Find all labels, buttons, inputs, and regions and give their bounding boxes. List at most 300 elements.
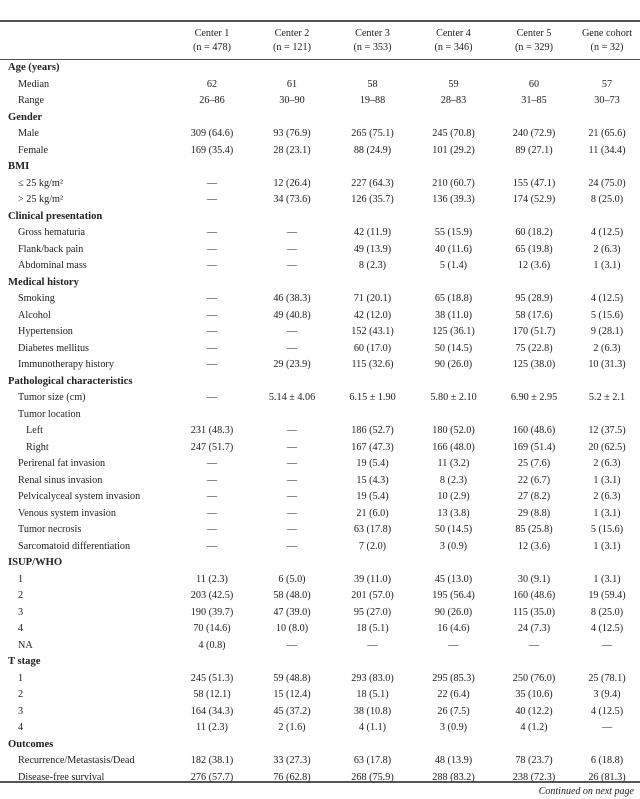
- table-cell: —: [286, 243, 298, 255]
- table-cell: 155 (47.1): [512, 177, 556, 189]
- table-cell: 160 (48.6): [512, 590, 556, 601]
- table-cell: 238 (72.3): [512, 771, 556, 783]
- table-cell: 174 (52.9): [512, 194, 556, 205]
- row-label: Female: [18, 144, 48, 156]
- table-cell: 169 (35.4): [190, 144, 234, 156]
- table-cell: 12 (37.5): [588, 425, 626, 436]
- table-cell: 21 (65.6): [588, 128, 626, 139]
- table-cell: [332, 110, 413, 127]
- row-label: 3: [18, 705, 24, 717]
- table-cell: —: [206, 194, 218, 205]
- table-row: [0, 291, 640, 308]
- table-cell: 160 (48.6): [512, 425, 556, 436]
- table-cell: 40 (12.2): [515, 705, 553, 717]
- table-cell: 8 (2.3): [358, 260, 387, 271]
- table-cell: 63 (17.8): [353, 524, 392, 535]
- table-cell: 3 (0.9): [439, 722, 468, 733]
- column-n: (n = 353): [353, 42, 392, 53]
- table-cell: 11 (2.3): [196, 722, 228, 733]
- table-cell: 48 (13.9): [434, 755, 473, 766]
- table-cell: 78 (23.7): [515, 755, 553, 766]
- table-cell: 169 (51.4): [512, 441, 556, 453]
- table-row: [0, 638, 640, 655]
- table-cell: 30–73: [594, 95, 620, 106]
- row-label: 2: [18, 590, 24, 601]
- table-cell: [413, 60, 494, 77]
- table-cell: 19 (5.4): [356, 491, 389, 502]
- table-cell: 85 (25.8): [515, 524, 553, 535]
- table-cell: 26 (7.5): [437, 705, 470, 717]
- table-cell: 3 (9.4): [593, 689, 621, 700]
- column-header: [252, 22, 332, 60]
- section-row: [0, 209, 640, 226]
- table-cell: 245 (51.3): [190, 672, 234, 684]
- table-cell: 2 (6.3): [593, 491, 621, 502]
- table-cell: 8 (25.0): [590, 606, 624, 618]
- table-cell: —: [206, 540, 218, 552]
- table-cell: [172, 555, 252, 572]
- table-cell: 164 (34.3): [190, 705, 234, 717]
- table-row: [0, 407, 640, 424]
- table-cell: 203 (42.5): [190, 590, 234, 601]
- table-cell: [172, 209, 252, 226]
- table-row: [0, 506, 640, 523]
- table-cell: 186 (52.7): [351, 425, 394, 436]
- table-cell: 16 (4.6): [437, 623, 470, 634]
- table-row: [0, 572, 640, 589]
- table-cell: [574, 555, 640, 572]
- table-cell: 28 (23.1): [273, 144, 311, 156]
- table-cell: 60 (17.0): [353, 342, 392, 354]
- table-cell: 19 (5.4): [356, 458, 389, 469]
- table-cell: —: [286, 425, 298, 436]
- table-cell: [574, 407, 640, 424]
- table-cell: 58: [367, 78, 378, 90]
- table-cell: 293 (83.0): [351, 672, 394, 684]
- table-cell: 18 (5.1): [356, 623, 389, 634]
- table-cell: 1 (3.1): [593, 507, 621, 519]
- table-cell: [413, 654, 494, 671]
- table-cell: 8 (25.0): [590, 194, 624, 205]
- row-label: 4: [18, 623, 24, 634]
- section-row: [0, 60, 640, 77]
- table-cell: 6.90 ± 2.95: [510, 392, 558, 403]
- table-cell: 13 (3.8): [437, 507, 470, 519]
- table-cell: —: [286, 524, 298, 535]
- table-cell: —: [601, 639, 613, 651]
- row-label: Renal sinus invasion: [18, 474, 103, 486]
- column-name: Center 5: [516, 28, 552, 39]
- table-row: [0, 258, 640, 275]
- row-label: Tumor size (cm): [18, 392, 86, 403]
- table-row: [0, 753, 640, 770]
- column-name: Gene cohort: [581, 28, 633, 39]
- table-cell: 4 (12.5): [590, 705, 624, 717]
- table-cell: —: [286, 639, 298, 651]
- table-cell: [172, 60, 252, 77]
- table-cell: 61: [286, 78, 298, 90]
- section-row: [0, 374, 640, 391]
- column-header: [494, 22, 574, 60]
- table-cell: [172, 407, 252, 424]
- table-cell: 47 (39.0): [273, 606, 311, 618]
- table-cell: 167 (47.3): [351, 441, 394, 453]
- table-cell: [252, 407, 332, 424]
- table-row: [0, 357, 640, 374]
- table-cell: [413, 110, 494, 127]
- row-label: Perirenal fat invasion: [18, 458, 106, 469]
- table-cell: 25 (78.1): [588, 672, 626, 684]
- table-row: [0, 176, 640, 193]
- table-cell: 4 (12.5): [590, 227, 624, 238]
- section-label: Outcomes: [8, 738, 54, 750]
- table-cell: [413, 159, 494, 176]
- table-cell: 2 (6.3): [593, 243, 621, 255]
- table-cell: 101 (29.2): [432, 144, 475, 156]
- table-cell: 5.80 ± 2.10: [430, 392, 477, 403]
- table-cell: 152 (43.1): [351, 326, 394, 337]
- section-row: [0, 110, 640, 127]
- table-cell: [332, 654, 413, 671]
- table-cell: —: [206, 474, 218, 486]
- table-cell: [494, 60, 574, 77]
- table-cell: [252, 275, 332, 292]
- table-cell: 50 (14.5): [434, 342, 473, 354]
- section-row: [0, 159, 640, 176]
- table-cell: 11 (2.3): [196, 573, 228, 585]
- column-name: Center 2: [274, 28, 310, 39]
- row-label: Recurrence/Metastasis/Dead: [18, 755, 135, 766]
- column-name: Center 1: [194, 28, 230, 39]
- table-cell: [494, 110, 574, 127]
- table-cell: [574, 275, 640, 292]
- table-cell: —: [206, 293, 218, 304]
- table-cell: 182 (38.1): [190, 755, 234, 766]
- table-cell: [413, 374, 494, 391]
- table-cell: 295 (85.3): [432, 672, 475, 684]
- table-cell: 245 (70.8): [432, 128, 475, 139]
- column-name: Center 4: [436, 28, 471, 39]
- table-cell: 49 (40.8): [273, 309, 311, 321]
- table-row: [0, 539, 640, 556]
- table-cell: —: [206, 359, 218, 370]
- row-label: NA: [18, 639, 33, 651]
- table-cell: 58 (12.1): [193, 689, 231, 700]
- table-cell: [494, 555, 574, 572]
- table-cell: [172, 159, 252, 176]
- table-cell: 4 (1.1): [358, 722, 387, 733]
- table-cell: 4 (1.2): [520, 722, 548, 733]
- row-label: Smoking: [18, 293, 55, 304]
- table-cell: 15 (4.3): [356, 474, 389, 486]
- table-cell: 90 (26.0): [434, 359, 473, 370]
- section-label: BMI: [8, 161, 30, 172]
- table-cell: —: [286, 260, 298, 271]
- row-label: Right: [26, 441, 49, 453]
- table-cell: —: [206, 392, 218, 403]
- table-cell: [494, 159, 574, 176]
- table-cell: —: [206, 458, 218, 469]
- table-cell: [332, 159, 413, 176]
- row-label: Pelvicalyceal system invasion: [18, 491, 141, 502]
- header-blank: [0, 22, 172, 60]
- column-n: (n = 478): [193, 42, 231, 53]
- table-cell: 60 (18.2): [515, 227, 553, 238]
- table-cell: 126 (35.7): [351, 194, 394, 205]
- table-cell: 3 (0.9): [439, 540, 468, 552]
- table-row: [0, 720, 640, 737]
- row-label: Immunotherapy history: [18, 359, 114, 370]
- row-label: Hypertension: [18, 326, 73, 337]
- table-cell: 180 (52.0): [432, 425, 475, 436]
- table-row: [0, 126, 640, 143]
- table-cell: [252, 159, 332, 176]
- table-cell: 4 (0.8): [198, 639, 226, 651]
- table-cell: —: [367, 639, 378, 651]
- table-cell: [332, 555, 413, 572]
- column-header: [413, 22, 494, 60]
- table-cell: 38 (11.0): [435, 309, 472, 321]
- table-cell: —: [206, 342, 218, 354]
- table-cell: 125 (38.0): [512, 359, 556, 370]
- table-cell: 55 (15.9): [434, 227, 473, 238]
- table-cell: [252, 737, 332, 754]
- table-cell: 250 (76.0): [512, 672, 556, 684]
- column-header: [332, 22, 413, 60]
- table-cell: 60: [528, 78, 540, 90]
- table-cell: —: [286, 474, 298, 486]
- row-label: Venous system invasion: [18, 507, 116, 519]
- table-row: [0, 308, 640, 325]
- row-label: ≤ 25 kg/m²: [18, 177, 63, 189]
- section-label: Medical history: [8, 276, 79, 288]
- table-cell: 93 (76.9): [273, 128, 311, 139]
- table-cell: 62: [206, 78, 218, 90]
- continued-note: Continued on next page: [538, 786, 634, 797]
- table-cell: [172, 275, 252, 292]
- table-cell: 58 (48.0): [273, 590, 311, 601]
- table-cell: 11 (34.4): [588, 144, 626, 156]
- row-label: Disease-free survival: [18, 771, 105, 783]
- row-label: Sarcomatoid differentiation: [18, 540, 131, 552]
- table-cell: 1 (3.1): [593, 540, 621, 552]
- table-cell: 166 (48.0): [432, 441, 475, 453]
- table-cell: —: [286, 342, 298, 354]
- header-row: [0, 22, 640, 60]
- table-cell: 30 (9.1): [517, 573, 551, 585]
- row-label: 4: [18, 722, 24, 733]
- column-n: (n = 32): [590, 42, 624, 53]
- table-row: [0, 143, 640, 160]
- table-cell: —: [448, 639, 459, 651]
- table-cell: —: [286, 540, 298, 552]
- table-cell: 65 (18.8): [434, 293, 473, 304]
- table-cell: [494, 374, 574, 391]
- table-row: [0, 440, 640, 457]
- table-cell: [574, 654, 640, 671]
- table-cell: [413, 737, 494, 754]
- table-cell: 28–83: [440, 95, 467, 106]
- table-row: [0, 225, 640, 242]
- table-cell: 95 (28.9): [515, 293, 553, 304]
- table-cell: —: [206, 524, 218, 535]
- table-row: [0, 93, 640, 110]
- table-cell: [252, 555, 332, 572]
- table-cell: 6.15 ± 1.90: [349, 392, 396, 403]
- table-cell: 65 (19.8): [515, 243, 553, 255]
- section-label: Age (years): [8, 62, 60, 73]
- table-cell: 201 (57.0): [351, 590, 394, 601]
- column-header: [574, 22, 640, 60]
- table-cell: 24 (75.0): [588, 177, 626, 189]
- table-cell: —: [286, 227, 298, 238]
- table-cell: [574, 159, 640, 176]
- table-cell: [172, 374, 252, 391]
- table-cell: 39 (11.0): [354, 573, 391, 585]
- table-cell: 1 (3.1): [593, 474, 621, 486]
- row-label: 1: [18, 672, 24, 684]
- table-cell: —: [206, 243, 218, 255]
- table-row: [0, 77, 640, 94]
- table-cell: 25 (7.6): [517, 458, 551, 469]
- table-row: [0, 242, 640, 259]
- table-row: [0, 522, 640, 539]
- table-cell: 2 (1.6): [278, 722, 306, 733]
- row-label: Tumor necrosis: [18, 524, 82, 535]
- table-cell: 125 (36.1): [432, 326, 475, 337]
- table-cell: 15 (12.4): [273, 689, 311, 700]
- row-label: Median: [18, 78, 50, 90]
- row-label: Diabetes mellitus: [18, 342, 90, 354]
- table-cell: [252, 110, 332, 127]
- row-label: Abdominal mass: [18, 260, 87, 271]
- table-cell: [252, 374, 332, 391]
- table-cell: 21 (6.0): [356, 507, 389, 519]
- table-row: [0, 671, 640, 688]
- table-cell: [252, 60, 332, 77]
- table-cell: 46 (38.3): [273, 293, 311, 304]
- table-cell: 63 (17.8): [353, 755, 392, 766]
- table-cell: 35 (10.6): [515, 689, 553, 700]
- table-cell: [574, 110, 640, 127]
- table-row: [0, 704, 640, 721]
- section-label: Pathological characteristics: [8, 375, 133, 387]
- column-n: (n = 329): [515, 42, 553, 53]
- table-row: [0, 192, 640, 209]
- row-label: > 25 kg/m²: [18, 194, 64, 205]
- table-cell: 27 (8.2): [517, 491, 551, 502]
- section-row: [0, 654, 640, 671]
- table-cell: 240 (72.9): [512, 128, 556, 139]
- table-cell: 19 (59.4): [588, 590, 626, 601]
- table-row: [0, 621, 640, 638]
- section-label: ISUP/WHO: [8, 557, 63, 568]
- table-cell: 38 (10.8): [353, 705, 392, 717]
- table-cell: —: [206, 177, 218, 189]
- table-row: [0, 324, 640, 341]
- table-row: [0, 770, 640, 787]
- table-cell: 59 (48.8): [273, 672, 311, 684]
- table-cell: 71 (20.1): [353, 293, 392, 304]
- table-cell: 4 (12.5): [590, 623, 624, 634]
- table-row: [0, 605, 640, 622]
- table-cell: —: [206, 260, 218, 271]
- table-cell: [332, 275, 413, 292]
- table-cell: 75 (22.8): [515, 342, 553, 354]
- table-cell: 29 (23.9): [273, 359, 311, 370]
- table-cell: 58 (17.6): [515, 309, 553, 321]
- table-cell: —: [206, 326, 218, 337]
- table-cell: 45 (13.0): [434, 573, 473, 585]
- table-cell: 1 (3.1): [593, 260, 621, 271]
- table-cell: [172, 110, 252, 127]
- column-n: (n = 121): [273, 42, 311, 53]
- table-cell: —: [206, 491, 218, 502]
- table-cell: 12 (3.6): [517, 260, 551, 271]
- table-cell: [494, 209, 574, 226]
- table-cell: [332, 209, 413, 226]
- table-cell: [494, 654, 574, 671]
- table-body: [0, 60, 640, 786]
- table-cell: 5 (1.4): [439, 260, 468, 271]
- table-cell: 59: [448, 78, 459, 90]
- table-cell: 31–85: [521, 95, 547, 106]
- table-cell: 2 (6.3): [593, 342, 621, 354]
- table-cell: 57: [601, 78, 613, 90]
- column-n: (n = 346): [434, 42, 473, 53]
- table-cell: 115 (35.0): [512, 606, 556, 618]
- table-cell: [172, 737, 252, 754]
- table-cell: —: [528, 639, 540, 651]
- row-label: Flank/back pain: [18, 243, 84, 255]
- table-cell: 309 (64.6): [190, 128, 234, 139]
- section-row: [0, 737, 640, 754]
- table-cell: 20 (62.5): [588, 441, 626, 453]
- table-cell: 136 (39.3): [432, 194, 475, 205]
- table-cell: [332, 374, 413, 391]
- table-cell: 231 (48.3): [190, 425, 234, 436]
- row-label: 1: [18, 573, 24, 585]
- table-cell: [574, 60, 640, 77]
- table-cell: [574, 374, 640, 391]
- row-label: Alcohol: [18, 309, 51, 321]
- table-cell: [172, 654, 252, 671]
- table-cell: 170 (51.7): [512, 326, 556, 337]
- table-cell: [574, 209, 640, 226]
- table-cell: 10 (2.9): [437, 491, 470, 502]
- table-cell: 26 (81.3): [588, 771, 626, 783]
- column-name: Center 3: [355, 28, 390, 39]
- table-cell: 10 (8.0): [275, 623, 309, 634]
- table-cell: 30–90: [279, 95, 305, 106]
- table-cell: 12 (3.6): [517, 540, 551, 552]
- table-cell: 50 (14.5): [434, 524, 473, 535]
- table-row: [0, 588, 640, 605]
- table-cell: 26–86: [199, 95, 225, 106]
- table-cell: 247 (51.7): [190, 441, 234, 453]
- section-label: T stage: [8, 656, 41, 667]
- table-cell: 8 (2.3): [439, 474, 468, 486]
- row-label: 3: [18, 606, 24, 618]
- table-cell: 268 (75.9): [351, 771, 394, 783]
- table-cell: [413, 407, 494, 424]
- table-cell: 88 (24.9): [353, 144, 392, 156]
- table-cell: [413, 275, 494, 292]
- table-cell: 5.2 ± 2.1: [588, 392, 626, 403]
- table-cell: 34 (73.6): [273, 194, 311, 205]
- table-cell: 70 (14.6): [193, 623, 231, 634]
- table-cell: [332, 737, 413, 754]
